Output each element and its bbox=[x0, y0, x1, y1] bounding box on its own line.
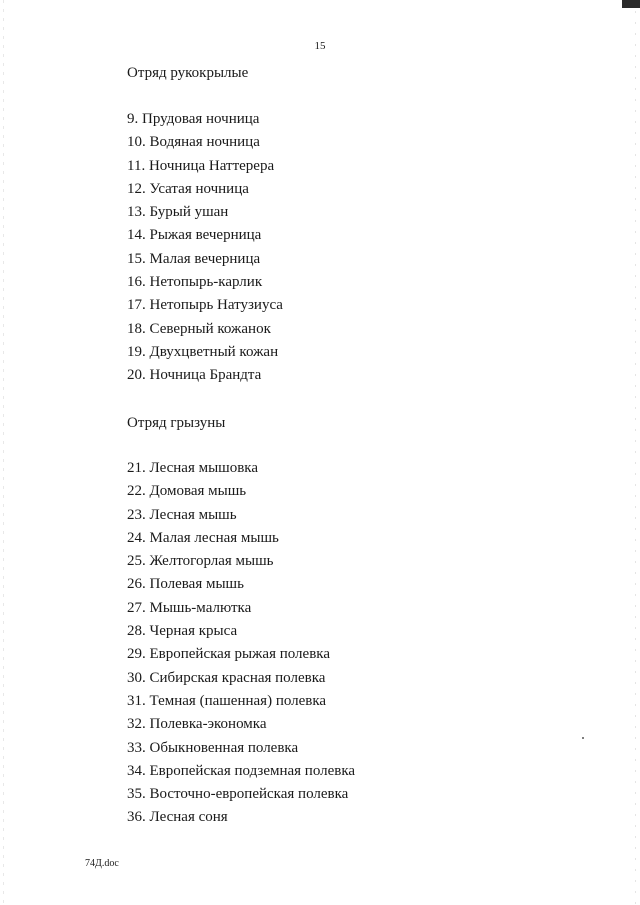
list-item: 12. Усатая ночница bbox=[127, 180, 249, 197]
list-item: 11. Ночница Наттерера bbox=[127, 157, 275, 174]
list-item: 15. Малая вечерница bbox=[127, 250, 261, 267]
list-item: 19. Двухцветный кожан bbox=[127, 343, 279, 360]
scan-edge-left bbox=[3, 0, 4, 905]
page-number: 15 bbox=[314, 40, 326, 52]
list-item: 20. Ночница Брандта bbox=[127, 367, 262, 384]
list-item: 22. Домовая мышь bbox=[127, 483, 247, 500]
list-item: 18. Северный кожанок bbox=[127, 320, 271, 337]
list-item: 30. Сибирская красная полевка bbox=[127, 669, 326, 686]
list-item: 35. Восточно-европейская полевка bbox=[127, 786, 349, 803]
list-item: 29. Европейская рыжая полевка bbox=[127, 646, 331, 663]
scan-edge-right bbox=[635, 0, 636, 905]
list-item: 23. Лесная мышь bbox=[127, 506, 237, 523]
list-item: 33. Обыкновенная полевка bbox=[127, 739, 299, 756]
list-item: 32. Полевка-экономка bbox=[127, 716, 267, 733]
section-heading-rodents: Отряд грызуны bbox=[127, 415, 226, 431]
list-item: 34. Европейская подземная полевка bbox=[127, 762, 356, 779]
section-heading-bats: Отряд рукокрылые bbox=[127, 65, 249, 81]
list-item: 16. Нетопырь-карлик bbox=[127, 274, 263, 291]
list-item: 31. Темная (пашенная) полевка bbox=[127, 692, 327, 709]
list-item: 27. Мышь-малютка bbox=[127, 599, 252, 616]
list-item: 10. Водяная ночница bbox=[127, 134, 260, 151]
scan-speck bbox=[582, 737, 584, 739]
list-item: 25. Желтогорлая мышь bbox=[127, 553, 274, 570]
footer-filename: 74Д.doc bbox=[85, 858, 119, 869]
list-item: 13. Бурый ушан bbox=[127, 204, 229, 221]
list-item: 26. Полевая мышь bbox=[127, 576, 244, 593]
list-item: 24. Малая лесная мышь bbox=[127, 529, 279, 546]
scan-corner-mark bbox=[622, 0, 640, 8]
list-item: 14. Рыжая вечерница bbox=[127, 227, 262, 244]
list-item: 21. Лесная мышовка bbox=[127, 460, 259, 476]
list-item: 36. Лесная соня bbox=[127, 809, 228, 826]
list-item: 28. Черная крыса bbox=[127, 623, 238, 640]
list-item: 17. Нетопырь Натузиуса bbox=[127, 297, 283, 314]
species-list-rodents bbox=[127, 457, 355, 830]
list-item: 9. Прудовая ночница bbox=[127, 111, 260, 127]
species-list-bats bbox=[127, 108, 283, 388]
